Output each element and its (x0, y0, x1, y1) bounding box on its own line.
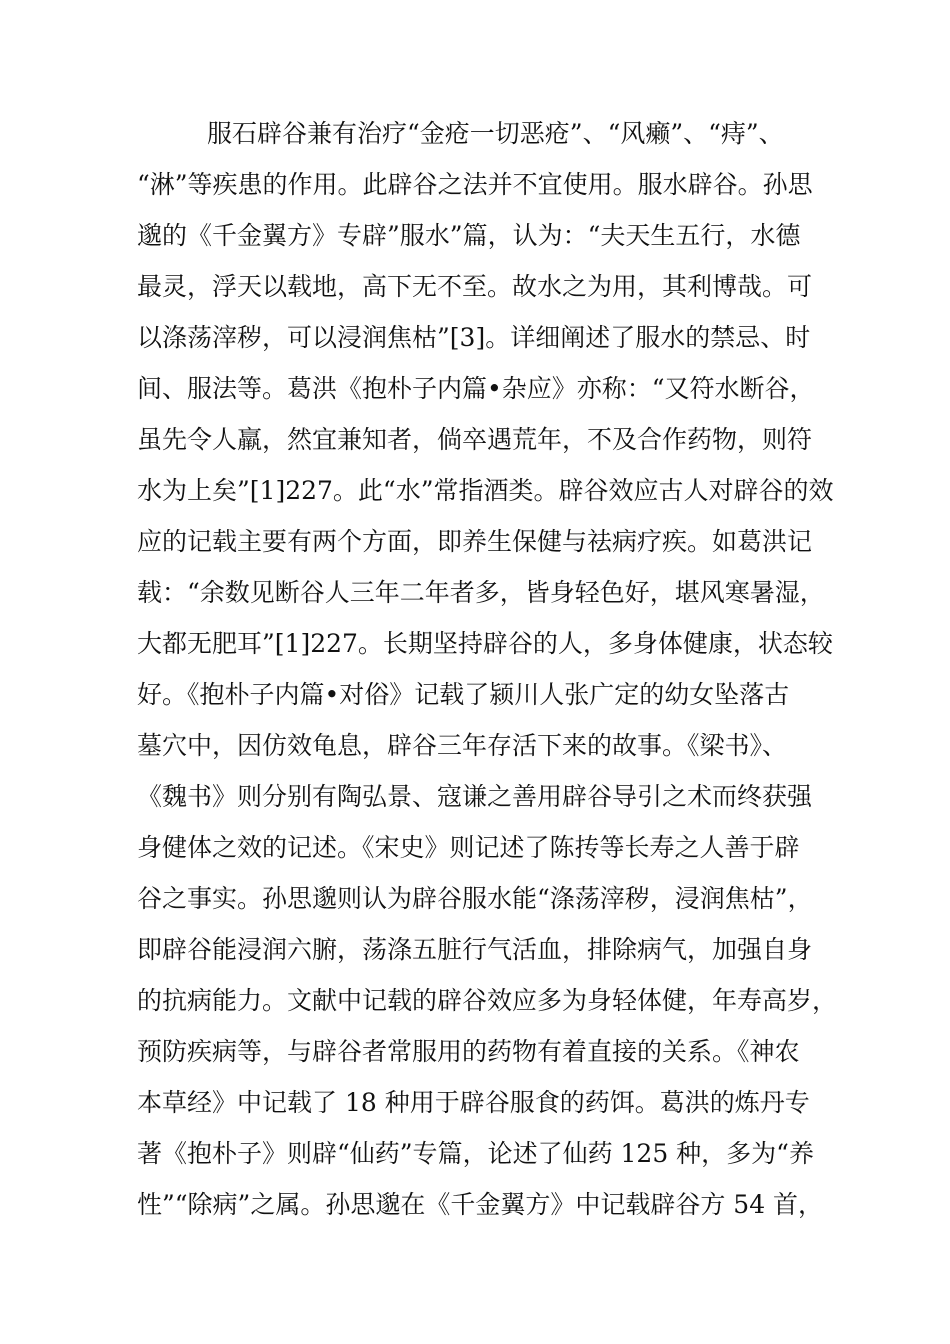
text-line: 水为上矣”[1]227。此“水”常指酒类。辟谷效应古人对辟谷的效 (137, 476, 834, 505)
text-line: 应的记载主要有两个方面，即养生保健与祛病疗疾。如葛洪记 (137, 527, 813, 556)
text-line: 《魏书》则分别有陶弘景、寇谦之善用辟谷导引之术而终获强 (137, 782, 813, 811)
text-line: 服石辟谷兼有治疗“金疮一切恶疮”、“风癞”、“痔”、 (207, 119, 784, 148)
text-line: 最灵，浮天以载地，高下无不至。故水之为用，其利博哉。可 (137, 272, 813, 301)
text-line: 好。《抱朴子内篇•对俗》记载了颍川人张广定的幼女坠落古 (137, 680, 790, 709)
text-line: 著《抱朴子》则辟“仙药”专篇，论述了仙药 125 种，多为“养 (137, 1139, 814, 1168)
text-line: 墓穴中，因仿效龟息，辟谷三年存活下来的故事。《梁书》、 (137, 731, 788, 760)
text-line: 本草经》中记载了 18 种用于辟谷服食的药饵。葛洪的炼丹专 (137, 1088, 810, 1117)
text-line: “淋”等疾患的作用。此辟谷之法并不宜使用。服水辟谷。孙思 (137, 170, 813, 199)
text-line: 间、服法等。葛洪《抱朴子内篇•杂应》亦称：“又符水断谷， (137, 374, 815, 403)
text-line: 邈的《千金翼方》专辟”服水”篇，认为：“夫天生五行，水德 (137, 221, 801, 250)
text-line: 身健体之效的记述。《宋史》则记述了陈抟等长寿之人善于辟 (137, 833, 800, 862)
text-line: 性”“除病”之属。孙思邈在《千金翼方》中记载辟谷方 54 首， (137, 1190, 824, 1219)
text-line: 的抗病能力。文献中记载的辟谷效应多为身轻体健，年寿高岁， (137, 986, 838, 1015)
text-line: 即辟谷能浸润六腑，荡涤五脏行气活血，排除病气，加强自身 (137, 935, 813, 964)
text-line: 以涤荡滓秽，可以浸润焦枯”[3]。详细阐述了服水的禁忌、时 (137, 323, 811, 352)
text-line: 谷之事实。孙思邈则认为辟谷服水能“涤荡滓秽，浸润焦枯”， (137, 884, 813, 913)
text-line: 载：“余数见断谷人三年二年者多，皆身轻色好，堪风寒暑湿， (137, 578, 825, 607)
text-line: 虽先令人羸，然宜兼知者，倘卒遇荒年，不及合作药物，则符 (137, 425, 813, 454)
text-line: 大都无肥耳”[1]227。长期坚持辟谷的人，多身体健康，状态较 (137, 629, 833, 658)
text-line: 预防疾病等，与辟谷者常服用的药物有着直接的关系。《神农 (137, 1037, 800, 1066)
